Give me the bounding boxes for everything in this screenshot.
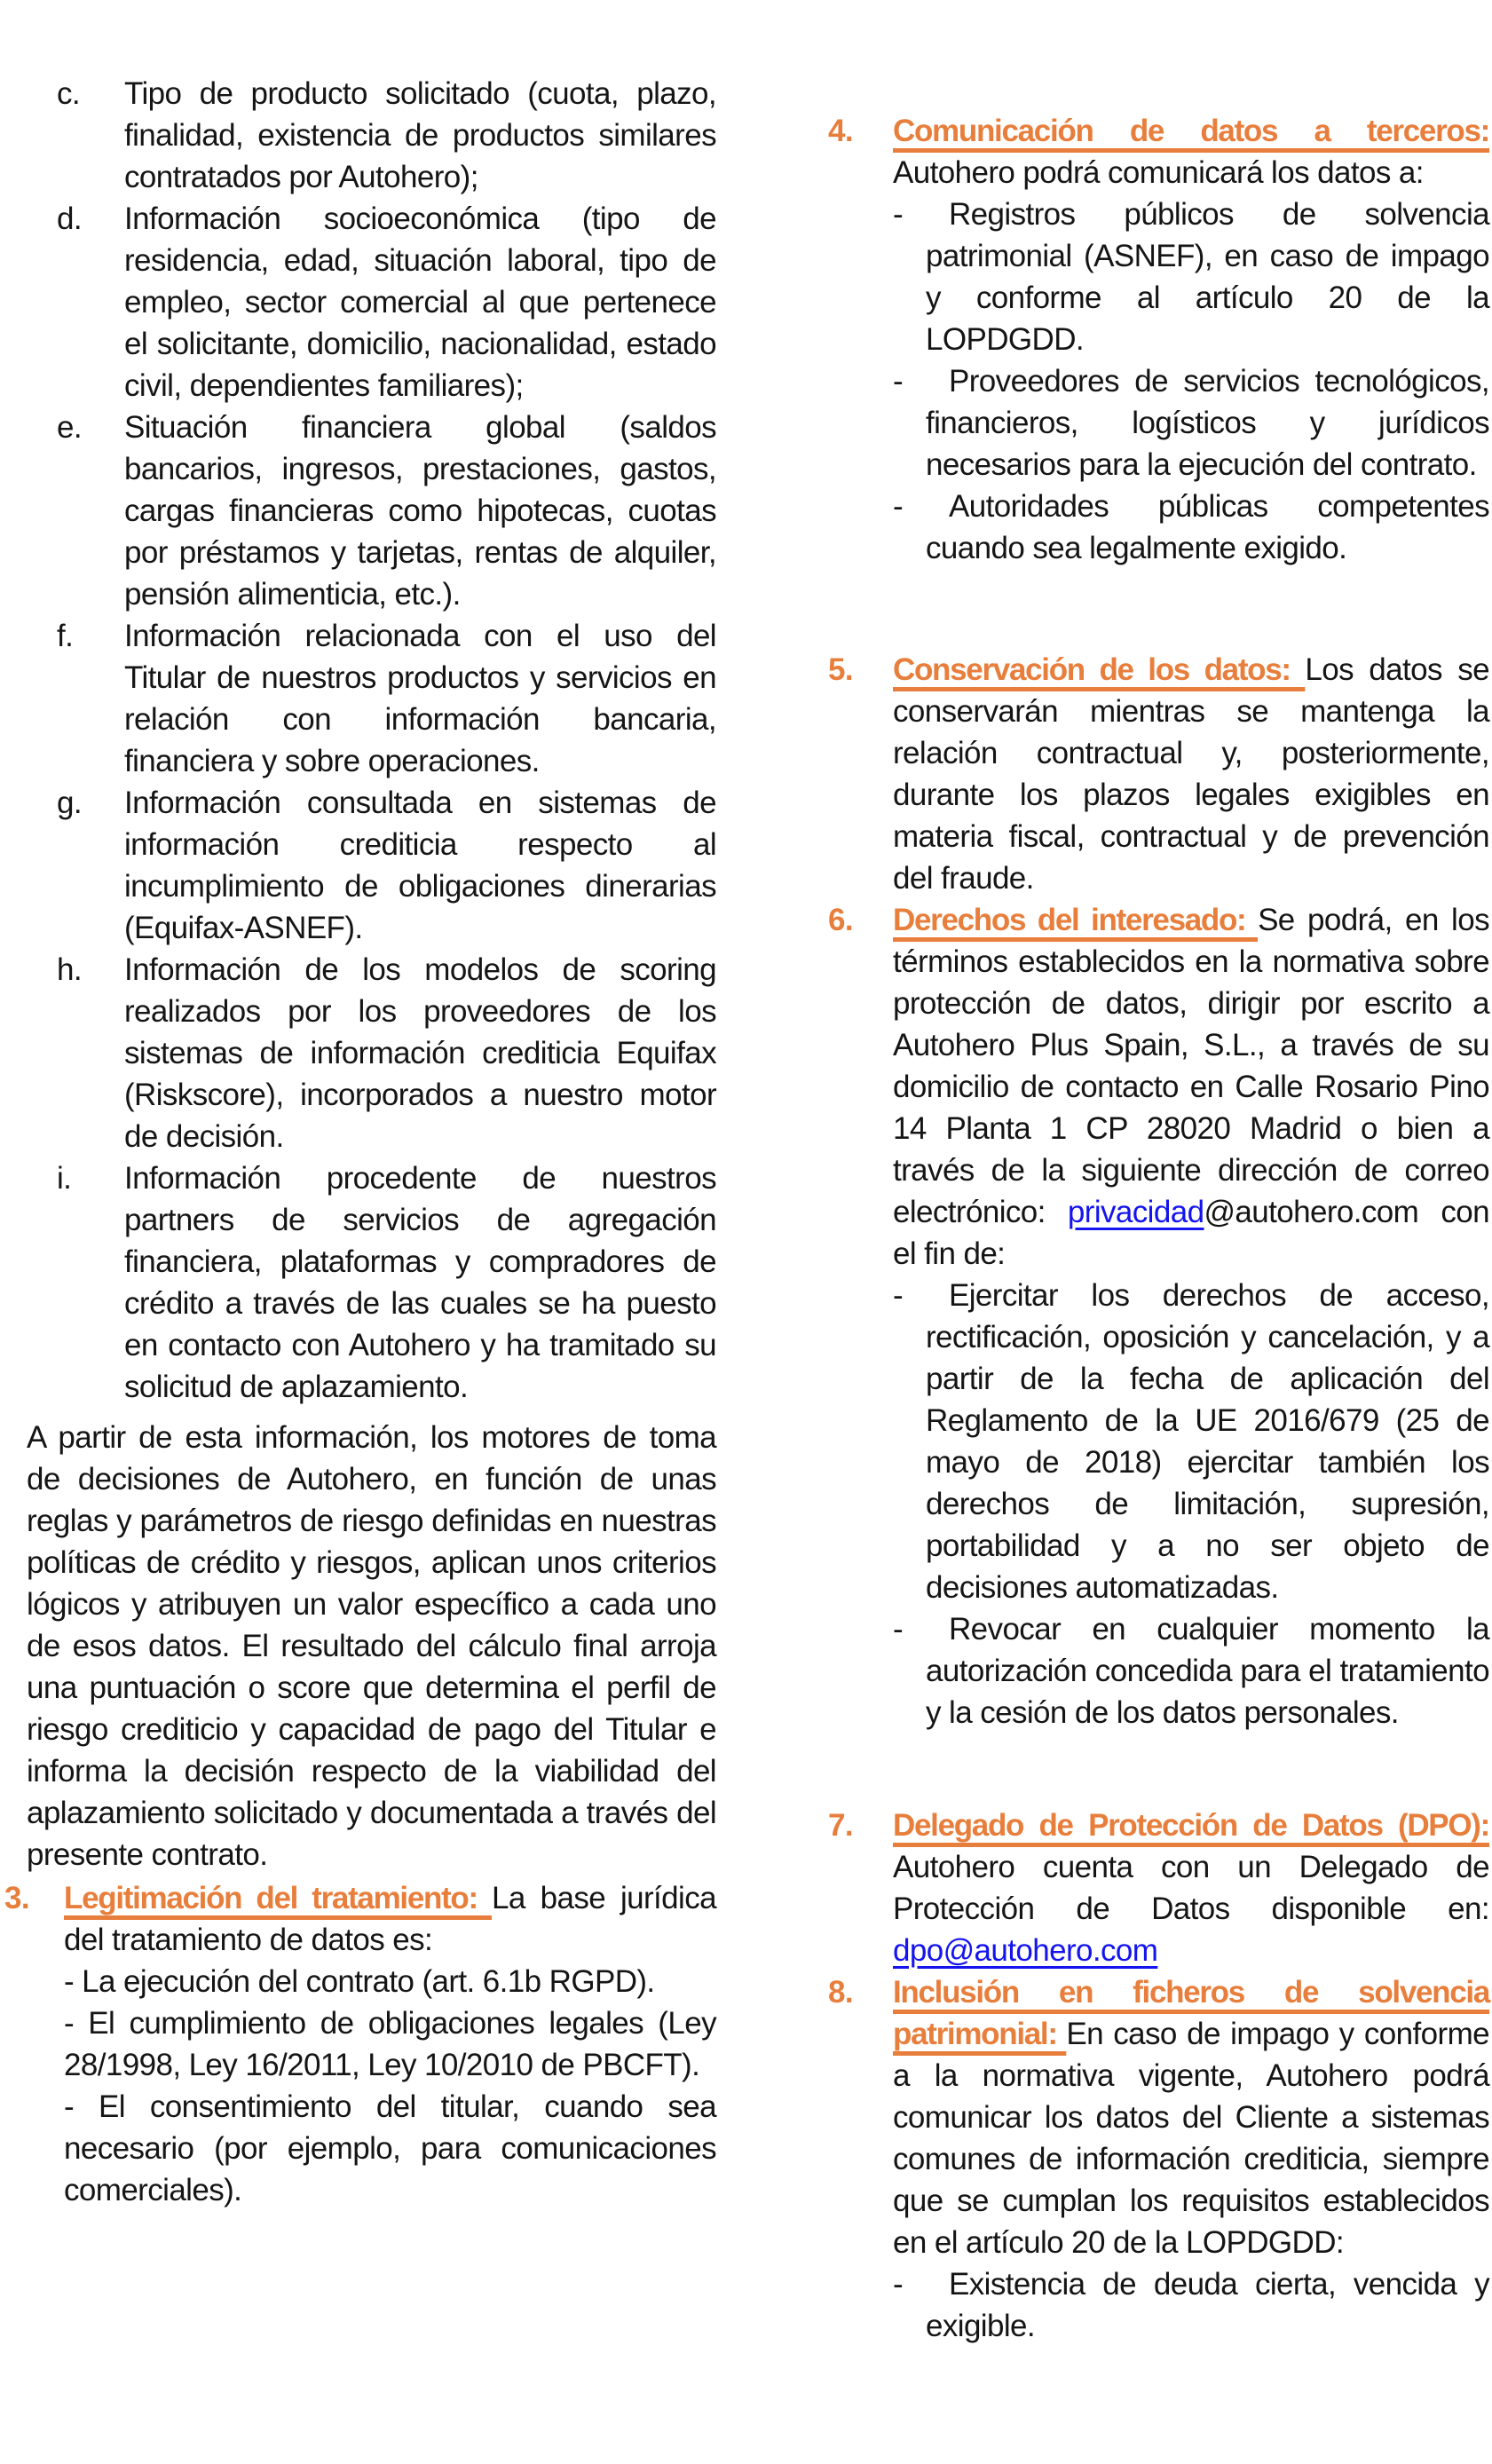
list-item-c-text: Tipo de producto solicitado (cuota, plazo, finalidad, existencia de productos similares contratados por Autohero); <box>124 76 716 194</box>
list-item-d-text: Información socioeconómica (tipo de residencia, edad, situación laboral, tipo de empleo, sector comercial al que pertenece el solicitante, domicilio, nacionalidad, estado civil, dependientes familiares); <box>124 201 716 403</box>
section-4-intro-line <box>893 110 1489 193</box>
section-3-bullet-3: - El consentimiento del titular, cuando sea necesario (por ejemplo, para comunicaciones comerciales). <box>64 2089 716 2207</box>
section-7-body-text: Autohero cuenta con un Delegado de Protección de Datos disponible en: <box>893 1850 1489 1926</box>
section-8-dash-text-1: Existencia de deuda cierta, vencida y exigible. <box>926 2267 1489 2343</box>
section-7-body <box>893 1805 1489 1971</box>
section-3-intro-line <box>64 1877 716 1961</box>
list-marker-f: f. <box>57 619 74 653</box>
dash-marker: - <box>893 197 904 232</box>
section-6-body-before-link: Se podrá, en los términos establecidos en la normativa sobre protección de datos, dirigir por escrito a Autohero Plus Spain, S.L., a través de su domicilio de contacto en Calle Rosario Pino 14 Planta 1 CP 28020 Madrid o bien a través de la siguiente dirección de correo electrónico: <box>893 903 1489 1229</box>
dpo-email-link[interactable]: dpo@autohero.com <box>893 1933 1158 1968</box>
section-5-text <box>893 649 1489 899</box>
list-item-d <box>57 198 716 407</box>
section-5-heading: Conservación de los datos: <box>893 652 1306 687</box>
left-column <box>0 73 716 2464</box>
section-3-legitimacion <box>4 1877 716 2211</box>
section-4-number: 4. <box>828 114 853 148</box>
list-item-g-text: Información consultada en sistemas de información crediticia respecto al incumplimiento de obligaciones dinerarias (Equifax-ASNEF). <box>124 786 716 945</box>
list-item-e <box>57 407 716 615</box>
dash-marker: - <box>893 364 904 399</box>
list-marker-d: d. <box>57 201 82 236</box>
section-4-dash-text-2: Proveedores de servicios tecnológicos, financieros, logísticos y jurídicos necesarios para la ejecución del contrato. <box>926 364 1489 482</box>
list-item-f <box>57 615 716 782</box>
section-6-dash-text-1: Ejercitar los derechos de acceso, rectificación, oposición y cancelación, y a partir de la fecha de aplicación del Reglamento de la UE 2016/679 (25 de mayo de 2018) ejercitar también los derechos de limitación, supresión, portabilidad y a no ser objeto de decisiones automatizadas. <box>926 1278 1489 1605</box>
list-item-i-text: Información procedente de nuestros partners de servicios de agregación financiera, plataformas y compradores de crédito a través de las cuales se ha puesto en contacto con Autohero y ha tramitado su solicitud de aplazamiento. <box>124 1161 716 1404</box>
dash-marker: - <box>893 489 904 524</box>
section-8-body-text: En caso de impago y conforme a la normativa vigente, Autohero podrá comunicar los datos del Cliente a sistemas comunes de información crediticia, siempre que se cumplan los requisitos establecidos en el artículo 20 de la LOPDGDD: <box>893 2017 1489 2260</box>
section-6-body-after-link: @autohero.com con el fin de: <box>893 1195 1489 1271</box>
list-item-g <box>57 782 716 949</box>
section-7-heading: Delegado de Protección de Datos (DPO): <box>893 1808 1489 1843</box>
dash-marker: - <box>893 1612 904 1647</box>
list-item-h-text: Información de los modelos de scoring realizados por los proveedores de los sistemas de información crediticia Equifax (Riskscore), incorporados a nuestro motor de decisión. <box>124 952 716 1154</box>
list-item-i <box>57 1157 716 1408</box>
section-6-dash-text-2: Revocar en cualquier momento la autorización concedida para el tratamiento y la cesión de los datos personales. <box>926 1612 1489 1730</box>
section-4-dash-item-2 <box>893 360 1489 486</box>
section-3-intro-text: La base jurídica del tratamiento de datos es: <box>64 1881 716 1957</box>
section-5-body-text: Los datos se conservarán mientras se mantenga la relación contractual y, posteriormente, durante los plazos legales exigibles en materia fiscal, contractual y de prevención del fraude. <box>893 652 1489 896</box>
list-marker-h: h. <box>57 952 82 987</box>
section-7-text <box>893 1805 1489 1930</box>
section-5-body <box>893 649 1489 899</box>
section-6-dash-item-2 <box>893 1608 1489 1733</box>
section-7-dpo <box>828 1805 1489 1971</box>
section-5-number: 5. <box>828 652 853 687</box>
section-4-dash-item-1 <box>893 193 1489 360</box>
section-6-number: 6. <box>828 903 853 937</box>
decision-engine-paragraph: A partir de esta información, los motores de toma de decisiones de Autohero, en función de unas reglas y parámetros de riesgo definidas en nuestras políticas de crédito y riesgos, aplican unos criterios lógicos y atribuyen un valor específico a cada uno de esos datos. El resultado del cálculo final arroja una puntuación o score que determina el perfil de riesgo crediticio y capacidad de pago del Titular e informa la decisión respecto de la viabilidad del aplazamiento solicitado y documentada a través del presente contrato. <box>27 1420 716 1872</box>
section-4-comunicacion <box>828 110 1489 569</box>
section-6-heading: Derechos del interesado: <box>893 903 1259 937</box>
section-4-intro-text: Autohero podrá comunicará los datos a: <box>893 155 1424 190</box>
dash-marker: - <box>893 2267 904 2302</box>
section-8-dash-item-1 <box>893 2263 1489 2347</box>
section-8-number: 8. <box>828 1975 853 2010</box>
section-8-heading: Inclusión en ficheros de solvencia patrimonial: <box>893 1975 1489 2051</box>
section-8-ficheros <box>828 1971 1489 2347</box>
section-4-dash-text-3: Autoridades públicas competentes cuando sea legalmente exigido. <box>926 489 1489 565</box>
privacidad-email-link[interactable]: privacidad <box>1067 1195 1204 1229</box>
list-marker-e: e. <box>57 410 82 445</box>
section-4-dash-item-3 <box>893 486 1489 569</box>
section-6-body <box>893 899 1489 1733</box>
list-item-e-text: Situación financiera global (saldos bancarios, ingresos, prestaciones, gastos, cargas financieras como hipotecas, cuotas por préstamos y tarjetas, rentas de alquiler, pensión alimenticia, etc.). <box>124 410 716 612</box>
section-3-number: 3. <box>4 1881 29 1915</box>
section-7-link-line <box>893 1930 1489 1971</box>
list-marker-i: i. <box>57 1161 72 1196</box>
section-3-bullet-1: - La ejecución del contrato (art. 6.1b RGPD). <box>64 1964 655 1999</box>
section-3-body <box>64 1877 716 2211</box>
list-item-h <box>57 949 716 1157</box>
section-3-heading: Legitimación del tratamiento: <box>64 1881 493 1915</box>
section-4-heading: Comunicación de datos a terceros: <box>893 114 1489 148</box>
section-5-conservacion <box>828 649 1489 899</box>
section-8-body <box>893 1971 1489 2347</box>
section-3-bullet-2: - El cumplimiento de obligaciones legales (Ley 28/1998, Ley 16/2011, Ley 10/2010 de PBCFT). <box>64 2006 716 2082</box>
list-item-c <box>57 73 716 198</box>
section-6-derechos <box>828 899 1489 1733</box>
list-item-f-text: Información relacionada con el uso del Titular de nuestros productos y servicios en relación con información bancaria, financiera y sobre operaciones. <box>124 619 716 778</box>
section-4-body <box>893 110 1489 569</box>
right-column <box>828 73 1489 2464</box>
dash-marker: - <box>893 1278 904 1313</box>
list-marker-g: g. <box>57 786 82 820</box>
section-6-text <box>893 899 1489 1275</box>
section-7-number: 7. <box>828 1808 853 1843</box>
section-8-text <box>893 1971 1489 2263</box>
list-marker-c: c. <box>57 76 81 111</box>
section-4-dash-text-1: Registros públicos de solvencia patrimonial (ASNEF), en caso de impago y conforme al artículo 20 de la LOPDGDD. <box>926 197 1489 357</box>
section-6-dash-item-1 <box>893 1275 1489 1608</box>
